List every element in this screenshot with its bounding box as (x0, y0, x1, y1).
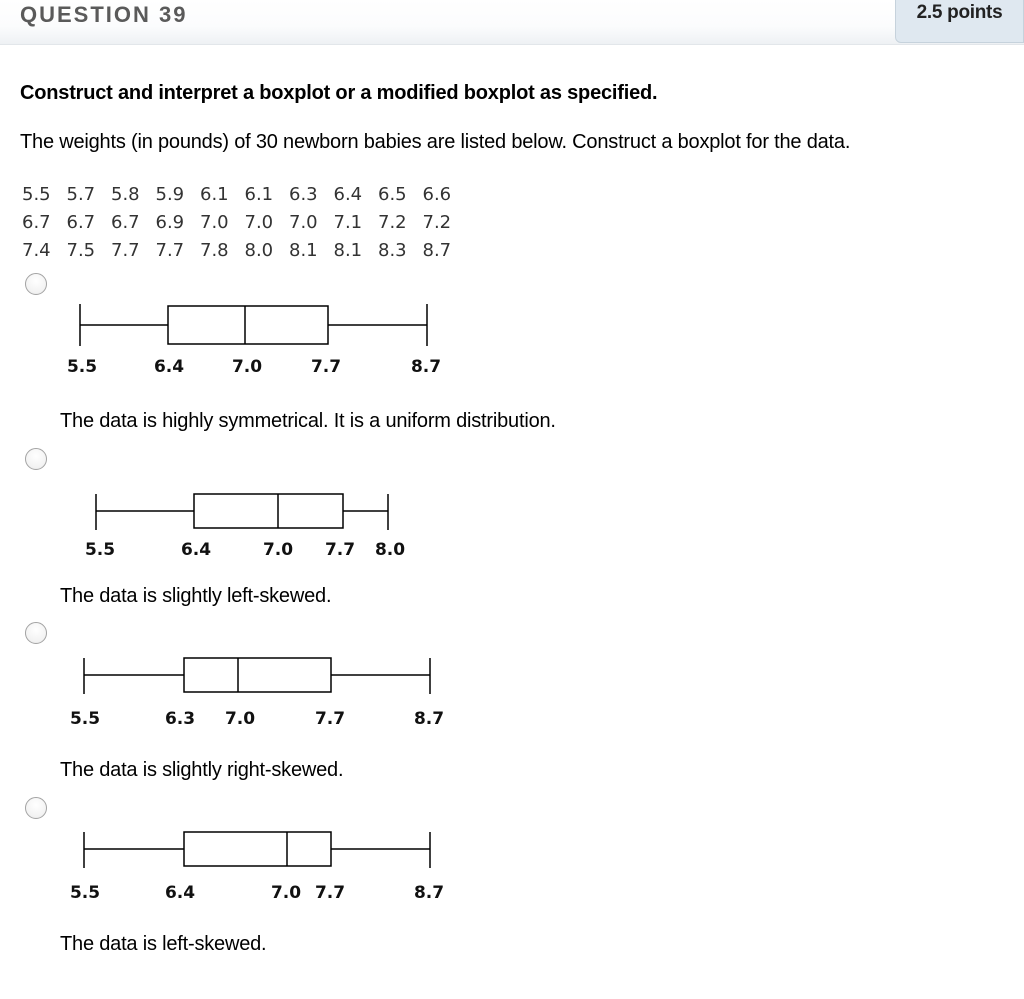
data-row (22, 181, 467, 209)
data-value: 7.7 (111, 240, 140, 261)
option-d-radio[interactable] (25, 797, 47, 819)
tick-label-max: 8.7 (410, 357, 442, 377)
data-value: 6.9 (155, 212, 185, 233)
tick-label-min: 5.5 (84, 540, 116, 560)
data-value: 7.7 (155, 240, 185, 261)
question-prompt: The weights (in pounds) of 30 newborn babies are listed below. Construct a boxplot for the data. (20, 131, 851, 153)
data-value: 7.8 (200, 240, 229, 261)
points-badge: 2.5 points (895, 0, 1024, 43)
data-row (22, 209, 467, 237)
data-value: 7.0 (244, 212, 274, 233)
data-value: 7.2 (378, 212, 407, 233)
tick-label-max: 8.0 (374, 540, 406, 560)
tick-label-q3: 7.7 (324, 540, 356, 560)
option-a-interpretation: The data is highly symmetrical. It is a uniform distribution. (60, 410, 556, 432)
data-value: 8.3 (378, 240, 407, 261)
data-value: 6.7 (22, 212, 51, 233)
data-value: 6.6 (422, 184, 452, 205)
data-value: 8.1 (333, 240, 363, 261)
tick-label-q3: 7.7 (310, 357, 342, 377)
tick-label-median: 7.0 (270, 883, 302, 903)
tick-label-q3: 7.7 (314, 709, 346, 729)
tick-label-min: 5.5 (69, 883, 101, 903)
tick-label-max: 8.7 (413, 709, 445, 729)
data-value: 6.1 (244, 184, 274, 205)
data-value: 6.7 (66, 212, 96, 233)
tick-label-median: 7.0 (262, 540, 294, 560)
data-value: 8.7 (422, 240, 452, 261)
tick-label-q1: 6.3 (164, 709, 196, 729)
data-value: 7.1 (333, 212, 363, 233)
data-value: 5.9 (155, 184, 185, 205)
iqr-box (184, 832, 331, 866)
option-d-interpretation: The data is left-skewed. (60, 933, 267, 955)
tick-label-median: 7.0 (231, 357, 263, 377)
data-value: 8.0 (244, 240, 274, 261)
iqr-box (168, 306, 328, 344)
data-values (22, 181, 467, 265)
iqr-box (184, 658, 331, 692)
option-b-interpretation: The data is slightly left-skewed. (60, 585, 332, 607)
data-value: 8.1 (289, 240, 318, 261)
data-value: 5.5 (22, 184, 51, 205)
option-a-boxplot (0, 290, 480, 390)
option-c-boxplot (0, 650, 480, 740)
data-value: 6.5 (378, 184, 407, 205)
tick-label-median: 7.0 (224, 709, 256, 729)
tick-label-q1: 6.4 (153, 357, 185, 377)
data-value: 6.1 (200, 184, 229, 205)
tick-label-max: 8.7 (413, 883, 445, 903)
tick-label-q1: 6.4 (164, 883, 196, 903)
instruction-text: Construct and interpret a boxplot or a modified boxplot as specified. (20, 82, 658, 104)
question-number: QUESTION 39 (20, 2, 188, 27)
data-value: 6.3 (289, 184, 318, 205)
data-value: 7.4 (22, 240, 51, 261)
data-value: 7.5 (66, 240, 96, 261)
data-value: 7.0 (289, 212, 318, 233)
data-value: 6.7 (111, 212, 140, 233)
data-row (22, 237, 467, 265)
data-value: 7.0 (200, 212, 229, 233)
iqr-box (194, 494, 343, 528)
option-c-interpretation: The data is slightly right-skewed. (60, 759, 344, 781)
option-b-boxplot (0, 484, 480, 574)
option-b-radio[interactable] (25, 448, 47, 470)
tick-label-q1: 6.4 (180, 540, 212, 560)
data-value: 6.4 (333, 184, 363, 205)
data-value: 5.8 (111, 184, 140, 205)
option-c-radio[interactable] (25, 622, 47, 644)
tick-label-min: 5.5 (69, 709, 101, 729)
tick-label-q3: 7.7 (314, 883, 346, 903)
question-header (0, 0, 1024, 45)
data-value: 7.2 (422, 212, 452, 233)
tick-label-min: 5.5 (66, 357, 98, 377)
option-d-boxplot (0, 824, 480, 914)
data-value: 5.7 (66, 184, 96, 205)
